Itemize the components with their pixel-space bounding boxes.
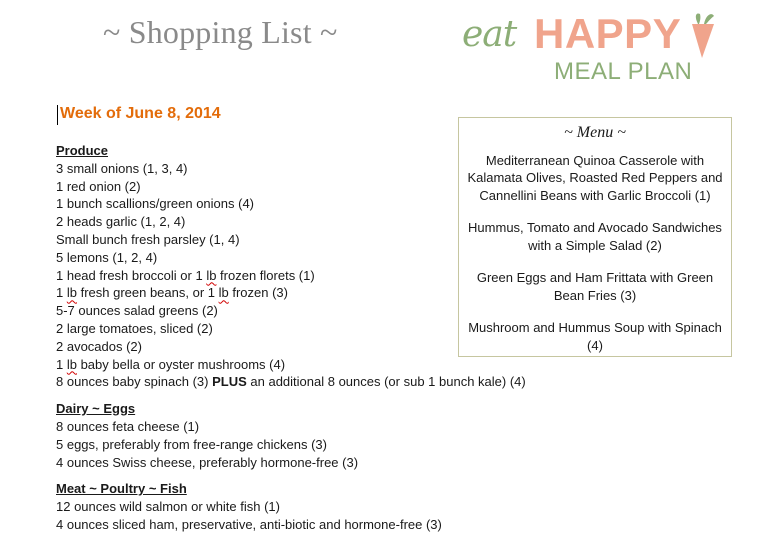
menu-title: ~ Menu ~: [564, 124, 626, 141]
list-item: 2 heads garlic (1, 2, 4): [56, 214, 186, 230]
spellcheck-word: lb: [66, 285, 77, 301]
list-item: 8 ounces feta cheese (1): [56, 418, 200, 434]
list-item-text: 8 ounces baby spinach (3): [56, 374, 213, 390]
week-heading: Week of June 8, 2014: [60, 105, 221, 122]
spellcheck-word: lb: [206, 267, 217, 283]
page-title: ~ Shopping List ~: [103, 14, 338, 50]
list-item: 1 bunch scallions/green onions (4): [56, 196, 255, 212]
list-item: 5-7 ounces salad greens (2): [56, 303, 218, 319]
logo-word-eat: eat: [462, 14, 517, 55]
list-item: 12 ounces wild salmon or white fish (1): [56, 499, 280, 515]
section-heading-meat: Meat ~ Poultry ~ Fish: [56, 481, 187, 497]
menu-item: Green Eggs and Ham Frittata with Green Bean Fries (3): [476, 270, 714, 303]
logo-subtitle: MEAL PLAN: [554, 58, 693, 85]
list-item: 4 ounces Swiss cheese, preferably hormone-free (3): [56, 454, 359, 470]
carrot-icon: [684, 12, 724, 60]
menu-item: Mediterranean Quinoa Casserole with Kalamata Olives, Roasted Red Peppers and Cannellini Beans with Garlic Broccoli (1): [467, 152, 723, 203]
section-heading-dairy: Dairy ~ Eggs: [56, 401, 136, 417]
spellcheck-word: lb: [66, 356, 77, 372]
menu-box: [458, 117, 732, 357]
list-item: 1 lb fresh green beans, or 1 lb frozen (3): [56, 285, 288, 301]
shopping-list: [56, 142, 526, 534]
logo-word-happy: HAPPY: [534, 10, 682, 57]
eat-happy-logo: [462, 8, 732, 88]
text-cursor: [57, 105, 58, 125]
section-heading-produce: Produce: [56, 143, 109, 158]
list-item: 1 red onion (2): [56, 178, 141, 194]
menu-item: Mushroom and Hummus Soup with Spinach (4): [468, 320, 722, 353]
list-item: 2 large tomatoes, sliced (2): [56, 320, 213, 336]
section-spacer: [56, 391, 526, 400]
list-item: 1 lb baby bella or oyster mushrooms (4): [56, 356, 286, 372]
list-item: 3 small onions (1, 3, 4): [56, 160, 188, 176]
list-item: Small bunch fresh parsley (1, 4): [56, 231, 240, 247]
list-item: 2 avocados (2): [56, 338, 142, 354]
list-item: 5 eggs, preferably from free-range chickens (3): [56, 436, 327, 452]
emphasis-text: PLUS: [212, 374, 247, 390]
list-item: 1 head fresh broccoli or 1 lb frozen florets (1): [56, 267, 315, 283]
list-item: 4 ounces sliced ham, preservative, anti-biotic and hormone-free (3): [56, 516, 442, 532]
menu-item: Hummus, Tomato and Avocado Sandwiches with a Simple Salad (2): [468, 220, 722, 253]
list-item-text: an additional 8 ounces (or sub 1 bunch kale) (4): [246, 374, 526, 390]
spellcheck-word: lb: [218, 285, 229, 301]
section-spacer: [56, 471, 526, 480]
list-item: 5 lemons (1, 2, 4): [56, 249, 158, 265]
list-item: [56, 373, 526, 391]
